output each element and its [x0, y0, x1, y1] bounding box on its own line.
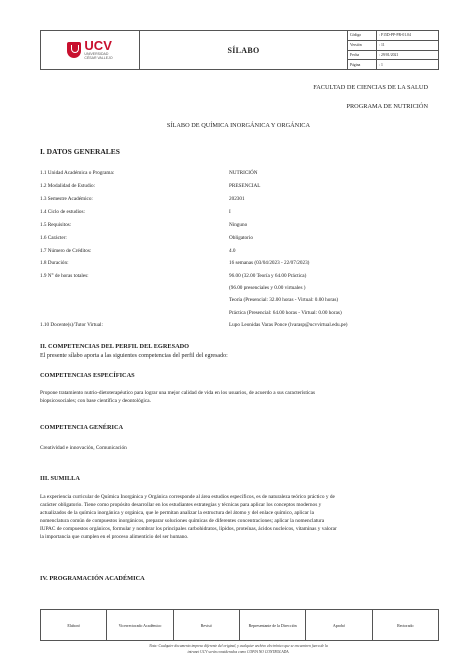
syllabus-title: SÍLABO DE QUÍMICA INORGÁNICA Y ORGÁNICA [166, 122, 311, 129]
general-value: Práctica (Presencial: 64.00 horas - Virtual: 0.00 horas) [229, 310, 342, 316]
section-heading-competencias: II. COMPETENCIAS DEL PERFIL DEL EGRESADO [40, 343, 190, 350]
general-value: Ninguno [229, 222, 248, 228]
meta-value: : 11 [379, 43, 385, 48]
meta-value: : 1 [379, 62, 383, 67]
meta-row [348, 41, 438, 51]
especificas-line: biopsicosociales; con base científica y deontológica. [40, 398, 151, 404]
heading-competencia-generica: COMPETENCIA GENÉRICA [40, 424, 124, 431]
approval-cell: Revisó [174, 610, 240, 640]
general-value: Teoría (Presencial: 32.00 horas - Virtual: 0.00 horas) [229, 297, 339, 303]
faculty-name: FACULTAD DE CIENCIAS DE LA SALUD [313, 84, 428, 91]
meta-row [348, 60, 438, 69]
general-label: 1.9 N° de horas totales: [40, 273, 89, 279]
meta-key: Fecha [348, 51, 377, 60]
meta-key: Versión [348, 41, 377, 50]
meta-row [348, 31, 438, 41]
heading-competencias-especificas: COMPETENCIAS ESPECÍFICAS [40, 372, 135, 379]
general-value: I [229, 209, 231, 215]
sumilla-line: La experiencia curricular de Química Inorgánica y Orgánica corresponde al área estudios específicos, es de naturaleza teórico práctico y de [40, 494, 335, 500]
document-header [40, 30, 439, 70]
general-value: Lupo Leonidas Varas Ponce (lvarasp@ucvvirtual.edu.pe) [229, 322, 348, 328]
sumilla-line: IUPAC de compuestos orgánicos, formular y nombrar los principales carbohidratos, lípidos, proteínas, ácidos nucleicos, vitaminas y valorar [40, 526, 337, 532]
footer-note-line: Nota: Cualquier documento impreso diferente del original, y cualquier archivo electrónico que se encuentren fuera de la [149, 644, 328, 648]
meta-value: : 29/01/2021 [379, 52, 399, 57]
footer-note [40, 644, 437, 655]
ucv-logo [41, 31, 140, 69]
meta-key: Código [348, 31, 377, 40]
sumilla-line: actualizados de la química inorgánica y orgánica, que le permitan analizar la estructura del átomo y del enlace químico, aplicar la [40, 510, 314, 516]
meta-value: : F15D-PP-PR-01.04 [379, 33, 411, 38]
general-label: 1.8 Duración: [40, 260, 69, 266]
approval-cell: Aprobó [306, 610, 372, 640]
generica-text: Creatividad e innovación, Comunicación [40, 445, 127, 451]
general-label: 1.3 Semestre Académico: [40, 196, 93, 202]
general-label: 1.6 Carácter: [40, 235, 67, 241]
general-value: 4.0 [229, 248, 236, 254]
approval-cell: Vicerrectorado Académico [107, 610, 173, 640]
general-label: 1.4 Ciclo de estudios: [40, 209, 85, 215]
approval-cell: Elaboró [41, 610, 107, 640]
general-label: 1.2 Modalidad de Estudio: [40, 183, 96, 189]
shield-icon [67, 42, 81, 58]
meta-key: Página [348, 60, 377, 69]
sumilla-line: nomenclatura común de compuestos inorgánicos, preparar soluciones químicas de diferentes concentraciones; aplicar la nomenclatura [40, 518, 325, 524]
general-value: 96.00 (32.00 Teoría y 64.00 Práctica) [229, 273, 307, 279]
general-label: 1.10 Docente(s)/Tutor Virtual: [40, 322, 103, 328]
especificas-line: Propone tratamiento nutrio-dietoterapéutico para lograr una mejor calidad de vida en los usuarios, de acuerdo a sus características [40, 390, 316, 396]
document-title: SÍLABO [140, 31, 348, 69]
meta-row [348, 51, 438, 61]
sumilla-line: carácter obligatorio. Tiene como propósito desarrollar en los estudiantes estrategias y técnicas para aplicar los conceptos modernos y [40, 502, 322, 508]
general-value: 202301 [229, 196, 245, 202]
section-heading-sumilla: III. SUMILLA [40, 475, 80, 482]
general-value: NUTRICIÓN [229, 170, 258, 176]
general-label: 1.7 Número de Créditos: [40, 248, 92, 254]
sumilla-line: la importancia que cumplen en el proceso alimenticio del ser humano. [40, 534, 189, 540]
general-label: 1.1 Unidad Académica o Programa: [40, 170, 115, 176]
section-heading-programacion: IV. PROGRAMACIÓN ACADÉMICA [40, 575, 145, 582]
general-value: Obligatorio [229, 235, 253, 241]
program-name: PROGRAMA DE NUTRICIÓN [346, 103, 428, 110]
approval-cell: Representante de la Dirección [240, 610, 306, 640]
general-label: 1.5 Requisitos: [40, 222, 72, 228]
general-value: 16 semanas (03/04/2023 - 22/07/2023) [229, 260, 310, 266]
general-value: PRESENCIAL [229, 183, 261, 189]
section-heading-general: I. DATOS GENERALES [40, 147, 120, 156]
logo-main-text: UCV [84, 38, 112, 53]
approval-cell: Rectorado [397, 622, 414, 628]
document-meta [348, 31, 438, 69]
logo-sub-text-2: CÉSAR VALLEJO [84, 56, 113, 60]
footer-note-line: intranet UCV serán considerados como COPIA NO CONTROLADA. [187, 649, 290, 654]
logo-sub-text-1: UNIVERSIDAD [84, 52, 109, 56]
competencias-intro: El presente sílabo aporta a las siguientes competencias del perfil del egresado: [40, 353, 228, 359]
approval-table [40, 609, 439, 641]
general-value: (96.00 presenciales y 0.00 virtuales ) [229, 285, 306, 291]
